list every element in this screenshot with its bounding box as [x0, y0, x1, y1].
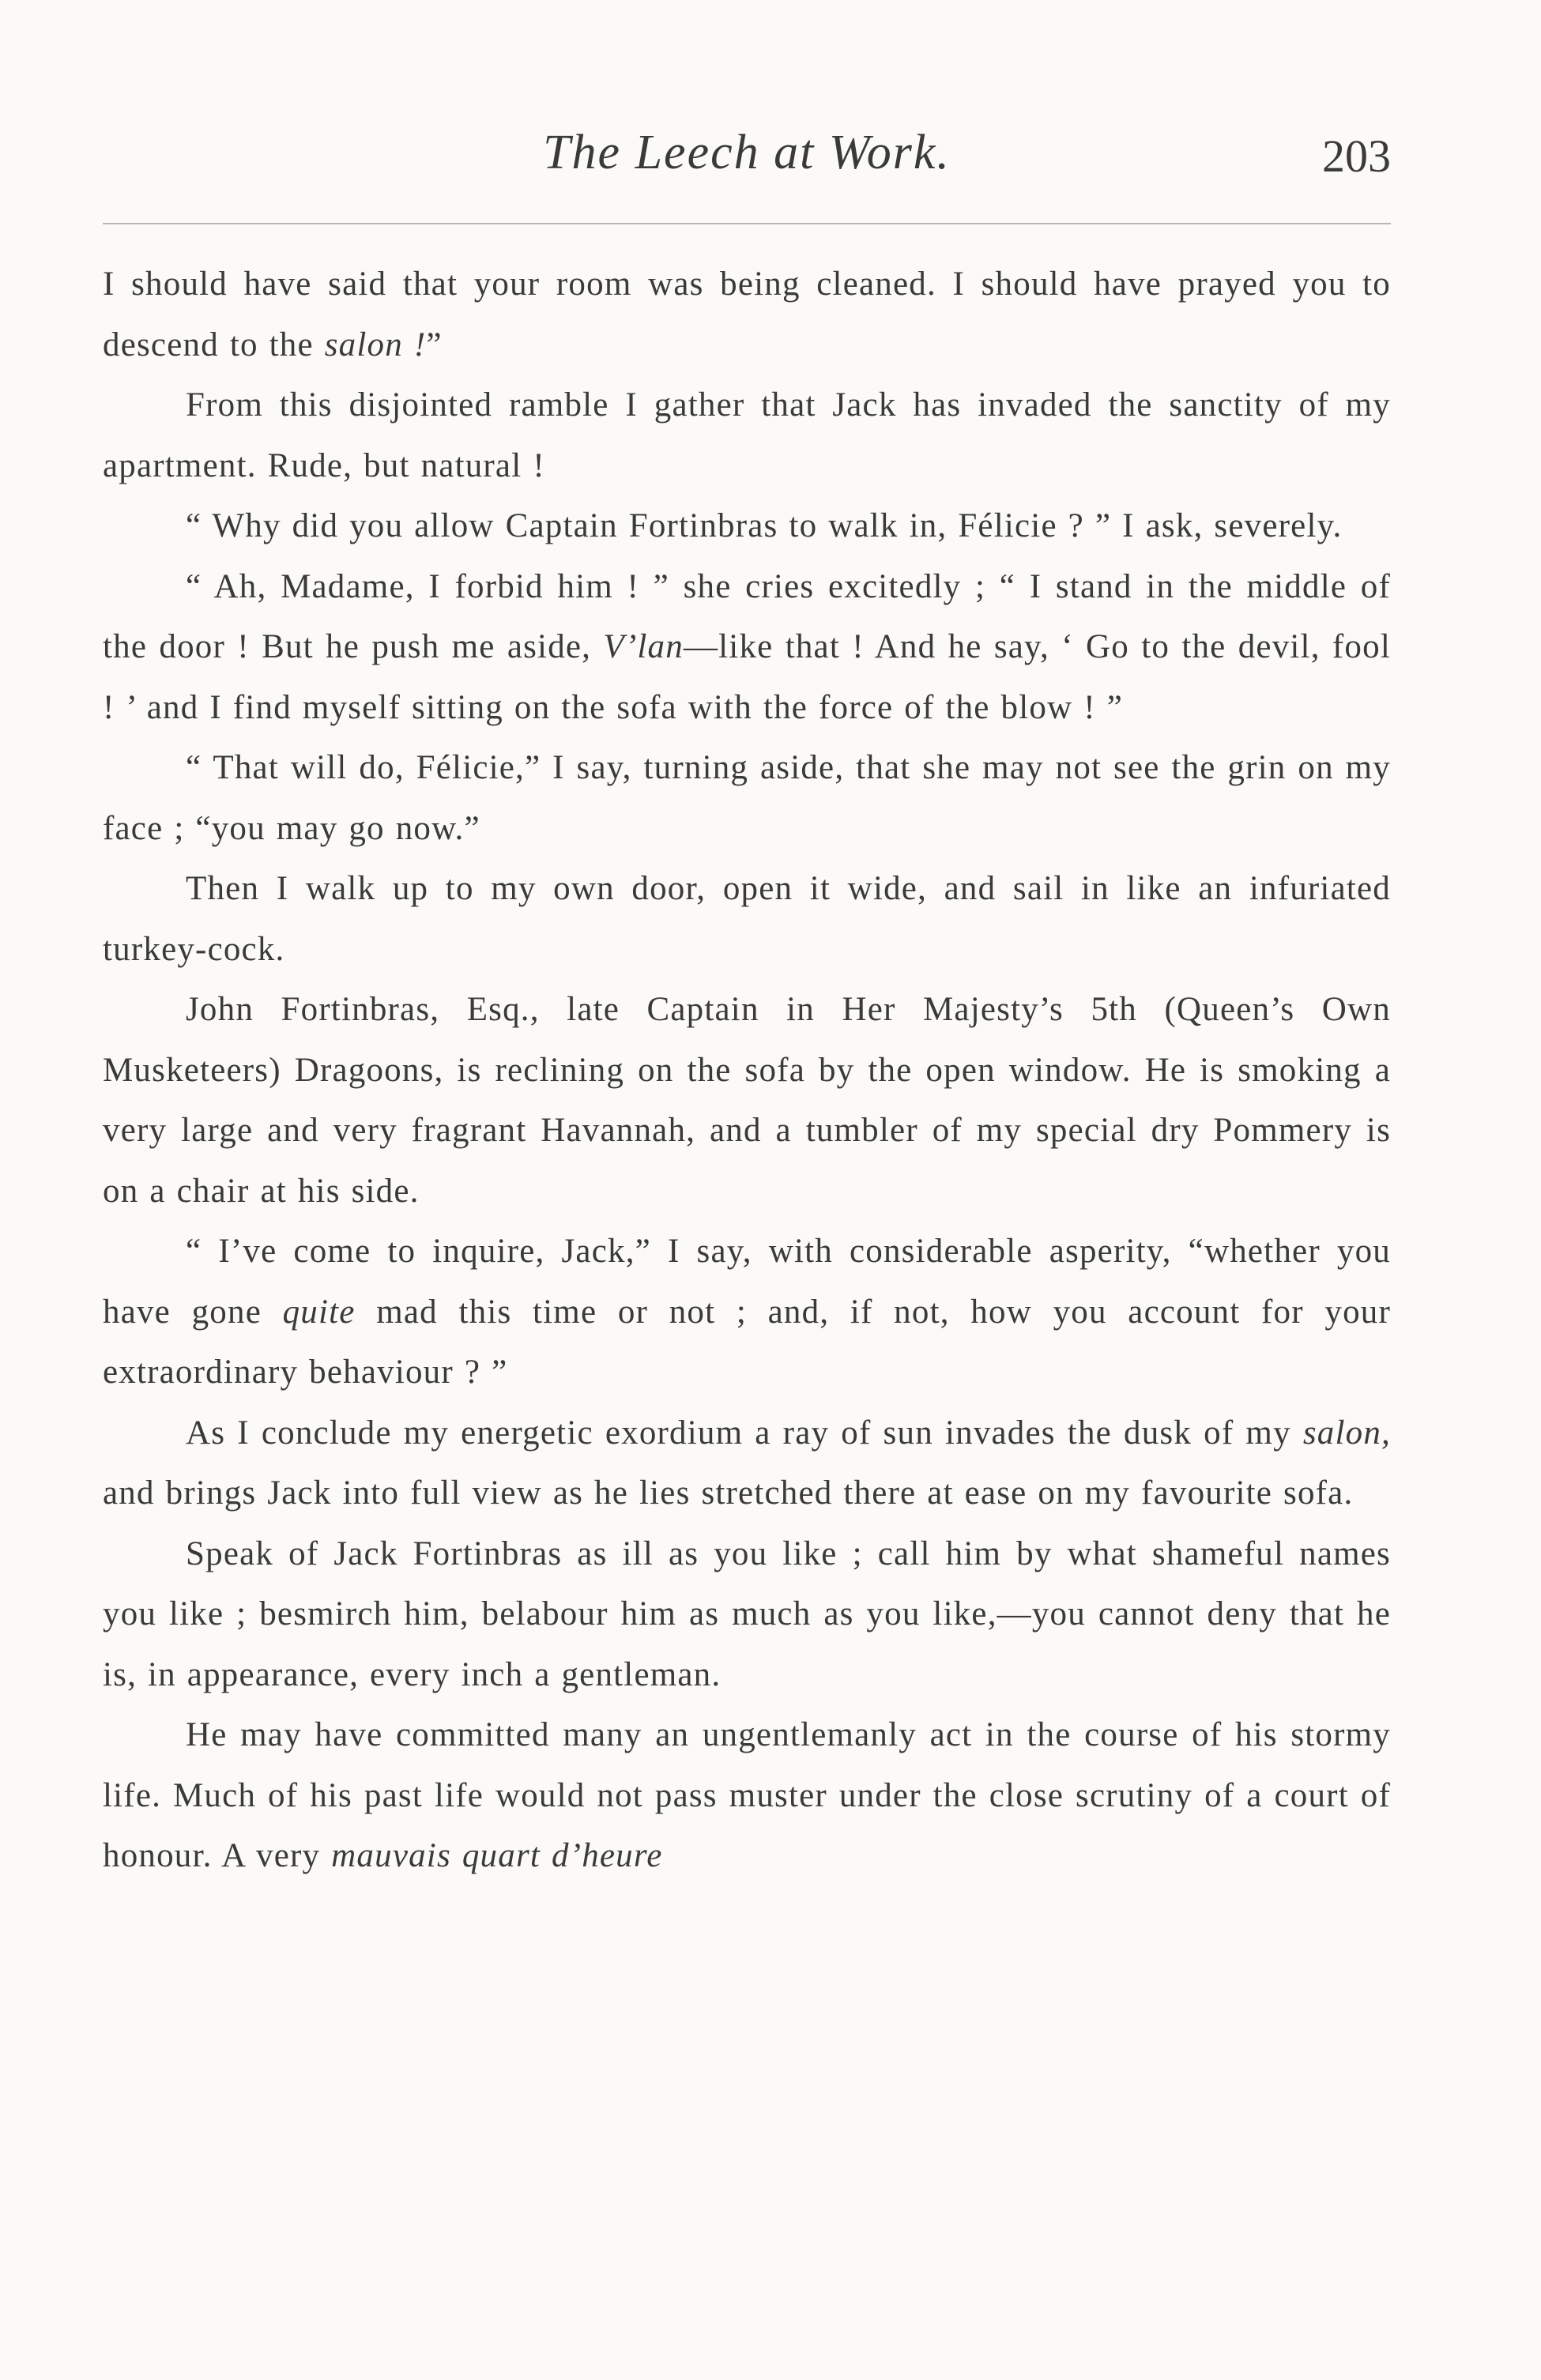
text-segment: mad this time or not ; and, if not, how you account for your extraordinary behaviour ? ”: [103, 1293, 1391, 1391]
text-segment: “ I’ve come to inquire, Jack,” I say, with considerable asperity, “whether you have gone: [103, 1233, 1391, 1331]
paragraph: [103, 496, 1391, 557]
body-text: [103, 254, 1391, 1887]
text-segment: and brings Jack into full view as he lies stretched there at ease on my favourite sofa.: [103, 1474, 1354, 1512]
text-segment: “ That will do, Félicie,” I say, turning aside, that she may not see the grin on my face ; “you may go now.”: [103, 749, 1391, 847]
text-segment: —like that ! And he say, ‘ Go to the devil, fool ! ’ and I find myself sitting on the sofa with the force of the blow ! ”: [103, 628, 1391, 726]
text-segment: “ Why did you allow Captain Fortinbras to walk in, Félicie ? ” I ask, severely.: [186, 507, 1343, 544]
paragraph: [103, 375, 1391, 496]
paragraph: [103, 557, 1391, 739]
italic-text: salon,: [1302, 1414, 1391, 1452]
text-segment: He may have committed many an ungentlemanly act in the course of his stormy life. Much of his past life would not pass muster under the close scrutiny of a court of honour. A very: [103, 1716, 1391, 1874]
italic-text: salon !: [324, 326, 427, 363]
page-number: 203: [1322, 130, 1391, 182]
page-header: [103, 119, 1391, 205]
paragraph: [103, 1403, 1391, 1524]
running-title: The Leech at Work.: [543, 126, 951, 179]
text-segment: As I conclude my energetic exordium a ray of sun invades the dusk of my: [186, 1414, 1303, 1452]
paragraph: [103, 254, 1391, 375]
paragraph: [103, 859, 1391, 980]
italic-text: mauvais quart d’heure: [331, 1837, 663, 1874]
paragraph: [103, 1705, 1391, 1887]
text-segment: John Fortinbras, Esq., late Captain in Her Majesty’s 5th (Queen’s Own Musketeers) Dragoons, is reclining on the sofa by the open window. He is smoking a very large and very fragrant Havannah, and a tumbler of my special dry Pommery is on a chair at his side.: [103, 991, 1391, 1210]
text-segment: “ Ah, Madame, I forbid him ! ” she cries excitedly ; “ I stand in the middle of the door ! But he push me aside,: [103, 567, 1391, 665]
paragraph: [103, 1524, 1391, 1706]
header-rule: [103, 223, 1391, 224]
italic-text: quite: [282, 1293, 356, 1331]
paragraph: [103, 1222, 1391, 1403]
text-segment: Speak of Jack Fortinbras as ill as you like ; call him by what shameful names you like ; besmirch him, belabour him as much as you like,—you cannot deny that he is, in appearance, every inch a gentleman.: [103, 1535, 1391, 1693]
italic-text: V’lan: [603, 628, 684, 665]
text-segment: ”: [426, 326, 443, 363]
paragraph: [103, 980, 1391, 1222]
paragraph: [103, 738, 1391, 859]
text-segment: I should have said that your room was being cleaned. I should have prayed you to descend to the: [103, 265, 1391, 363]
text-segment: Then I walk up to my own door, open it wide, and sail in like an infuriated turkey-cock.: [103, 870, 1391, 968]
text-segment: From this disjointed ramble I gather that Jack has invaded the sanctity of my apartment. Rude, but natural !: [103, 386, 1391, 484]
